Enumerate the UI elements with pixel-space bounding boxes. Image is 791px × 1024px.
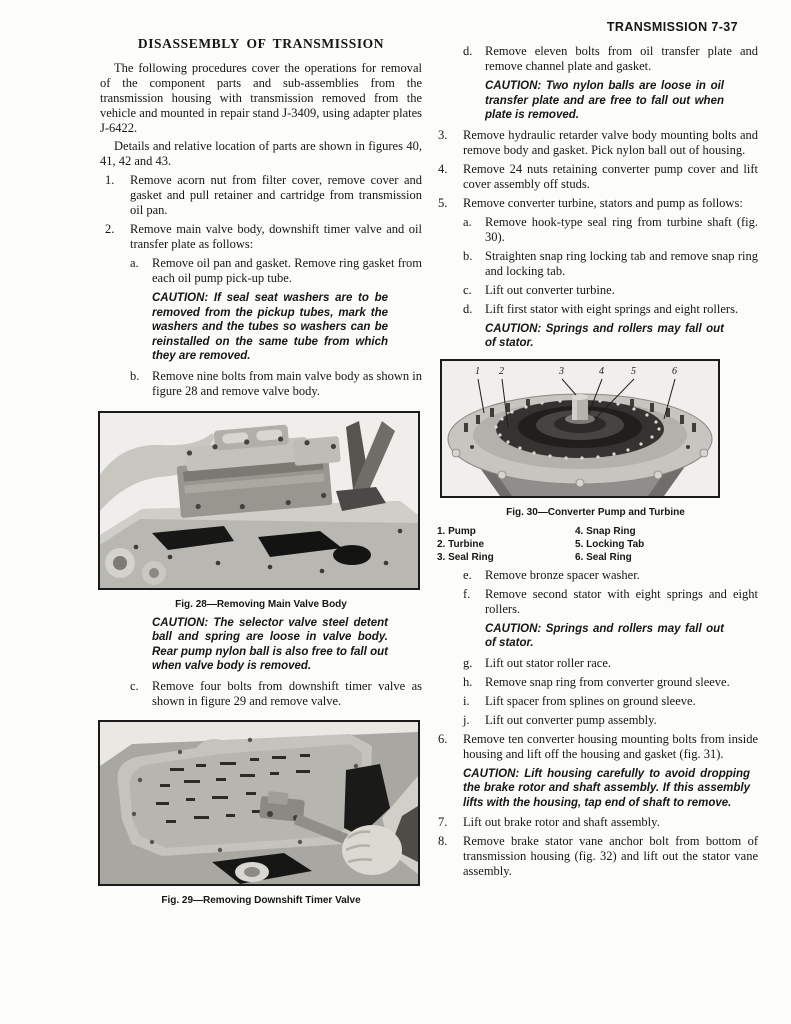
- sub-item-text: Remove second stator with eight springs and eight rollers.: [485, 586, 758, 616]
- figure-30-legend: [437, 525, 758, 564]
- item-text: Remove converter turbine, stators and pump as follows:: [463, 195, 743, 210]
- sub-item-5f: [463, 587, 758, 617]
- sub-item-label: b.: [463, 248, 473, 263]
- list-item-5: [433, 196, 758, 211]
- sub-item-text: Remove hook-type seal ring from turbine shaft (fig. 30).: [485, 214, 758, 244]
- item-number: 5.: [438, 195, 448, 210]
- sub-item-text: Remove bronze spacer washer.: [485, 567, 640, 582]
- sub-item-5h: [463, 675, 758, 690]
- legend-entry: 2. Turbine: [437, 538, 485, 550]
- legend-entry: 1. Pump: [437, 525, 476, 537]
- legend-column-left: [437, 525, 575, 564]
- sub-item-text: Lift out converter turbine.: [485, 282, 615, 297]
- sub-item-5c: [463, 283, 758, 298]
- sub-item-text: Straighten snap ring locking tab and remove snap ring and locking tab.: [485, 248, 758, 278]
- sub-item-text: Remove oil pan and gasket. Remove ring gasket from each oil pump pick-up tube.: [152, 256, 422, 285]
- item-number: 6.: [438, 731, 448, 746]
- legend-entry: 3. Seal Ring: [437, 551, 494, 563]
- item-text: Remove brake stator vane anchor bolt from bottom of transmission housing (fig. 32) and lift out the stator vane assembly.: [463, 834, 758, 878]
- intro-paragraph-2: Details and relative location of parts are shown in figures 40, 41, 42 and 43.: [100, 139, 422, 168]
- valve-body-photo-illustration: [100, 413, 418, 588]
- sub-item-text: Remove four bolts from downshift timer valve as shown in figure 29 and remove valve.: [152, 678, 422, 708]
- sub-item-label: f.: [463, 586, 471, 601]
- item-text: Remove main valve body, downshift timer valve and oil transfer plate as follows:: [130, 222, 422, 251]
- sub-item-label: h.: [463, 674, 473, 689]
- sub-item-label: j.: [463, 712, 470, 727]
- sub-item-5d: [463, 302, 758, 317]
- sub-item-2d: [463, 44, 758, 74]
- item-number: 8.: [438, 834, 448, 848]
- caution-note: CAUTION: The selector valve steel detent ball and spring are loose in valve body. Rear pump nylon ball is also free to fall out when valve body is removed.: [152, 616, 388, 672]
- caution-note: CAUTION: Lift housing carefully to avoid dropping the brake rotor and shaft assembly. If this assembly lifts with the housing, tap end of shaft to remove.: [463, 767, 750, 809]
- list-item-7: [433, 815, 758, 830]
- list-item-1: [100, 173, 422, 218]
- list-item-3: [433, 128, 758, 158]
- sub-item-label: c.: [463, 282, 472, 297]
- figure-30-caption: Fig. 30—Converter Pump and Turbine: [506, 506, 685, 518]
- item-number: 7.: [438, 815, 448, 829]
- sub-item-text: Remove nine bolts from main valve body as shown in figure 28 and remove valve body.: [152, 368, 422, 398]
- figure-30-photo: [440, 359, 720, 498]
- sub-item-2b: [130, 369, 422, 399]
- item-text: Remove 24 nuts retaining converter pump cover and lift cover assembly off studs.: [463, 161, 758, 191]
- timer-valve-photo-illustration: [100, 722, 418, 884]
- sub-item-label: b.: [130, 368, 140, 383]
- figure-29-caption: Fig. 29—Removing Downshift Timer Valve: [161, 894, 361, 906]
- sub-item-label: g.: [463, 655, 473, 670]
- sub-item-label: d.: [463, 44, 473, 58]
- callout-1: 1: [475, 365, 480, 377]
- converter-pump-photo-illustration: [442, 361, 718, 496]
- sub-item-label: c.: [130, 678, 139, 693]
- left-column: [100, 36, 422, 907]
- page-header: TRANSMISSION 7-37: [606, 20, 738, 34]
- figure-28-caption: Fig. 28—Removing Main Valve Body: [175, 598, 347, 610]
- sub-item-2a: [130, 256, 422, 286]
- section-title: DISASSEMBLY OF TRANSMISSION: [137, 36, 385, 51]
- sub-item-5g: [463, 656, 758, 671]
- callout-3: 3: [559, 365, 564, 377]
- sub-item-text: Lift out stator roller race.: [485, 655, 611, 670]
- figure-29-photo: [98, 720, 420, 886]
- callout-6: 6: [672, 365, 677, 377]
- legend-column-right: [575, 525, 758, 564]
- caution-note: CAUTION: If seal seat washers are to be removed from the pickup tubes, mark the washers and the tubes so washers can be reinstalled on the same tube from which they are removed.: [152, 292, 388, 362]
- sub-item-5e: [463, 568, 758, 583]
- sub-item-text: Remove eleven bolts from oil transfer plate and remove channel plate and gasket.: [485, 44, 758, 73]
- item-number: 4.: [438, 161, 448, 176]
- callout-4: 4: [599, 365, 604, 377]
- sub-item-2c: [130, 679, 422, 709]
- sub-item-text: Lift spacer from splines on ground sleeve.: [485, 693, 696, 708]
- sub-item-text: Remove snap ring from converter ground sleeve.: [485, 674, 730, 689]
- item-number: 1.: [105, 173, 115, 187]
- sub-item-label: a.: [130, 256, 139, 270]
- sub-item-5a: [463, 215, 758, 245]
- list-item-6: [433, 732, 758, 762]
- legend-entry: 5. Locking Tab: [575, 538, 645, 550]
- item-text: Lift out brake rotor and shaft assembly.: [463, 815, 660, 829]
- item-number: 3.: [438, 127, 448, 142]
- sub-item-label: i.: [463, 693, 470, 708]
- sub-item-label: a.: [463, 214, 472, 229]
- item-number: 2.: [105, 222, 115, 236]
- sub-item-label: d.: [463, 301, 473, 316]
- list-item-2: [100, 222, 422, 252]
- intro-paragraph: The following procedures cover the operations for removal of the component parts and sub-assemblies from the transmission housing with transmission removed from the vehicle and mounted in repair stand J-3409, using adapter plates J-6422.: [100, 61, 422, 135]
- sub-item-text: Lift out converter pump assembly.: [485, 712, 657, 727]
- list-item-8: [433, 834, 758, 879]
- callout-2: 2: [499, 365, 504, 377]
- sub-item-label: e.: [463, 567, 472, 582]
- sub-item-5b: [463, 249, 758, 279]
- item-text: Remove acorn nut from filter cover, remove cover and gasket and pull retainer and cartridge from transmission oil pan.: [130, 173, 422, 217]
- caution-note: CAUTION: Springs and rollers may fall out of stator.: [485, 622, 724, 649]
- item-text: Remove hydraulic retarder valve body mounting bolts and remove body and gasket. Pick nylon ball out of housing.: [463, 127, 758, 157]
- sub-item-text: Lift first stator with eight springs and eight rollers.: [485, 301, 739, 316]
- caution-note: CAUTION: Springs and rollers may fall out of stator.: [485, 322, 724, 349]
- figure-28-photo: [98, 411, 420, 590]
- legend-entry: 6. Seal Ring: [575, 551, 632, 563]
- item-text: Remove ten converter housing mounting bolts from inside housing and lift off the housing and gasket (fig. 31).: [463, 731, 758, 761]
- right-column: [433, 40, 758, 879]
- list-item-4: [433, 162, 758, 192]
- sub-item-5j: [463, 713, 758, 728]
- sub-item-5i: [463, 694, 758, 709]
- legend-entry: 4. Snap Ring: [575, 525, 636, 537]
- callout-5: 5: [631, 365, 636, 377]
- caution-note: CAUTION: Two nylon balls are loose in oil transfer plate and are free to fall out when plate is removed.: [485, 80, 724, 121]
